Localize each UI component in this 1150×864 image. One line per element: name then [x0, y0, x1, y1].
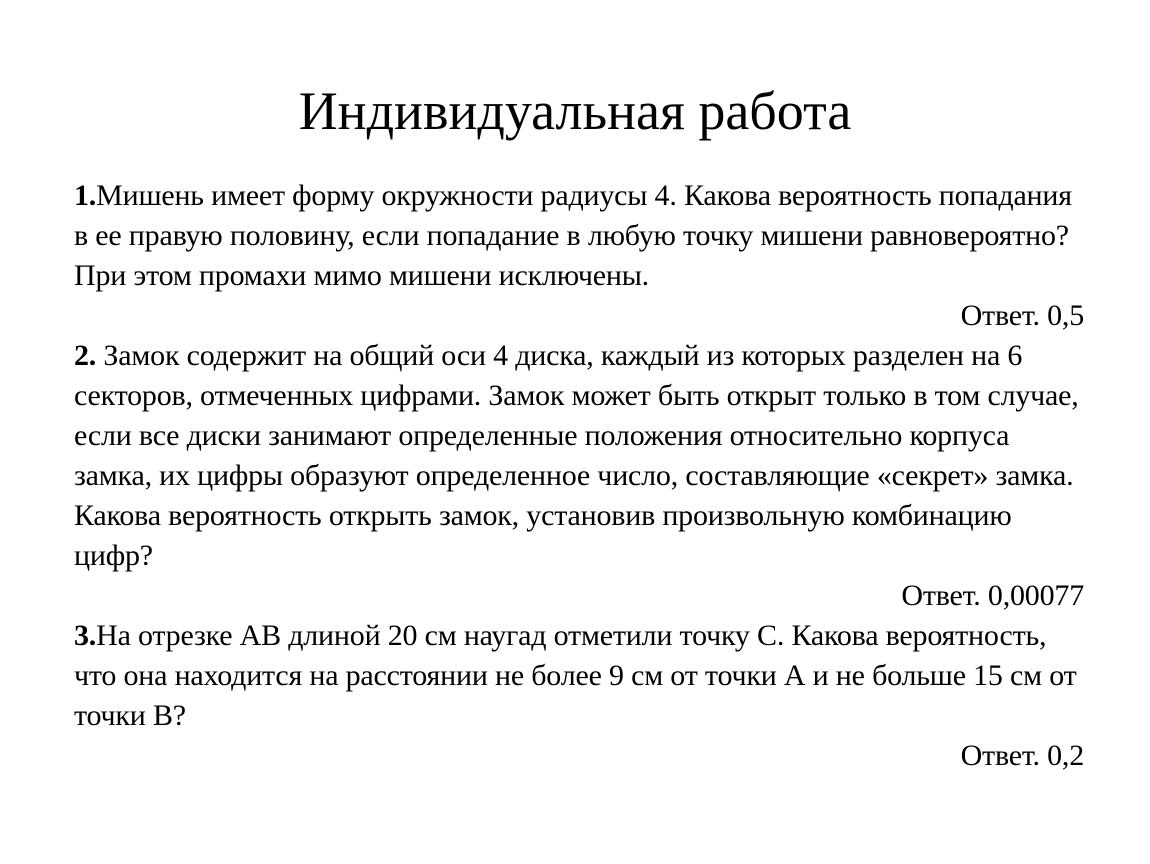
problem-1	[74, 176, 1084, 296]
problem-2-text: Замок содержит на общий оси 4 диска, каждый из которых разделен на 6 секторов, отмеченных цифрами. Замок может быть открыт только в том случае, если все диски занимают определенные положения относительно корпуса замка, их цифры образуют определенное число, составляющие «секрет» замка. Какова вероятность открыть замок, установив произвольную комбинацию цифр?	[74, 339, 1079, 572]
problem-3-text: На отрезке АВ длиной 20 см наугад отметили точку С. Какова вероятность, что она находится на расстоянии не более 9 см от точки А и не больше 15 см от точки В?	[74, 619, 1077, 732]
problem-2-answer: Ответ. 0,00077	[901, 579, 1084, 612]
problem-list	[74, 176, 1084, 776]
problem-3-number: 3.	[74, 619, 97, 652]
problem-2-number: 2.	[74, 339, 97, 372]
problem-1-text: Мишень имеет форму окружности радиусы 4. Какова вероятность попадания в ее правую половину, если попадание в любую точку мишени равновероятно? При этом промахи мимо мишени исключены.	[74, 179, 1072, 292]
problem-1-number: 1.	[74, 179, 97, 212]
problem-2	[74, 336, 1084, 576]
slide-title: Индивидуальная работа	[298, 81, 852, 141]
problem-1-answer: Ответ. 0,5	[960, 299, 1084, 332]
problem-3	[74, 616, 1084, 736]
problem-3-answer: Ответ. 0,2	[960, 739, 1084, 772]
